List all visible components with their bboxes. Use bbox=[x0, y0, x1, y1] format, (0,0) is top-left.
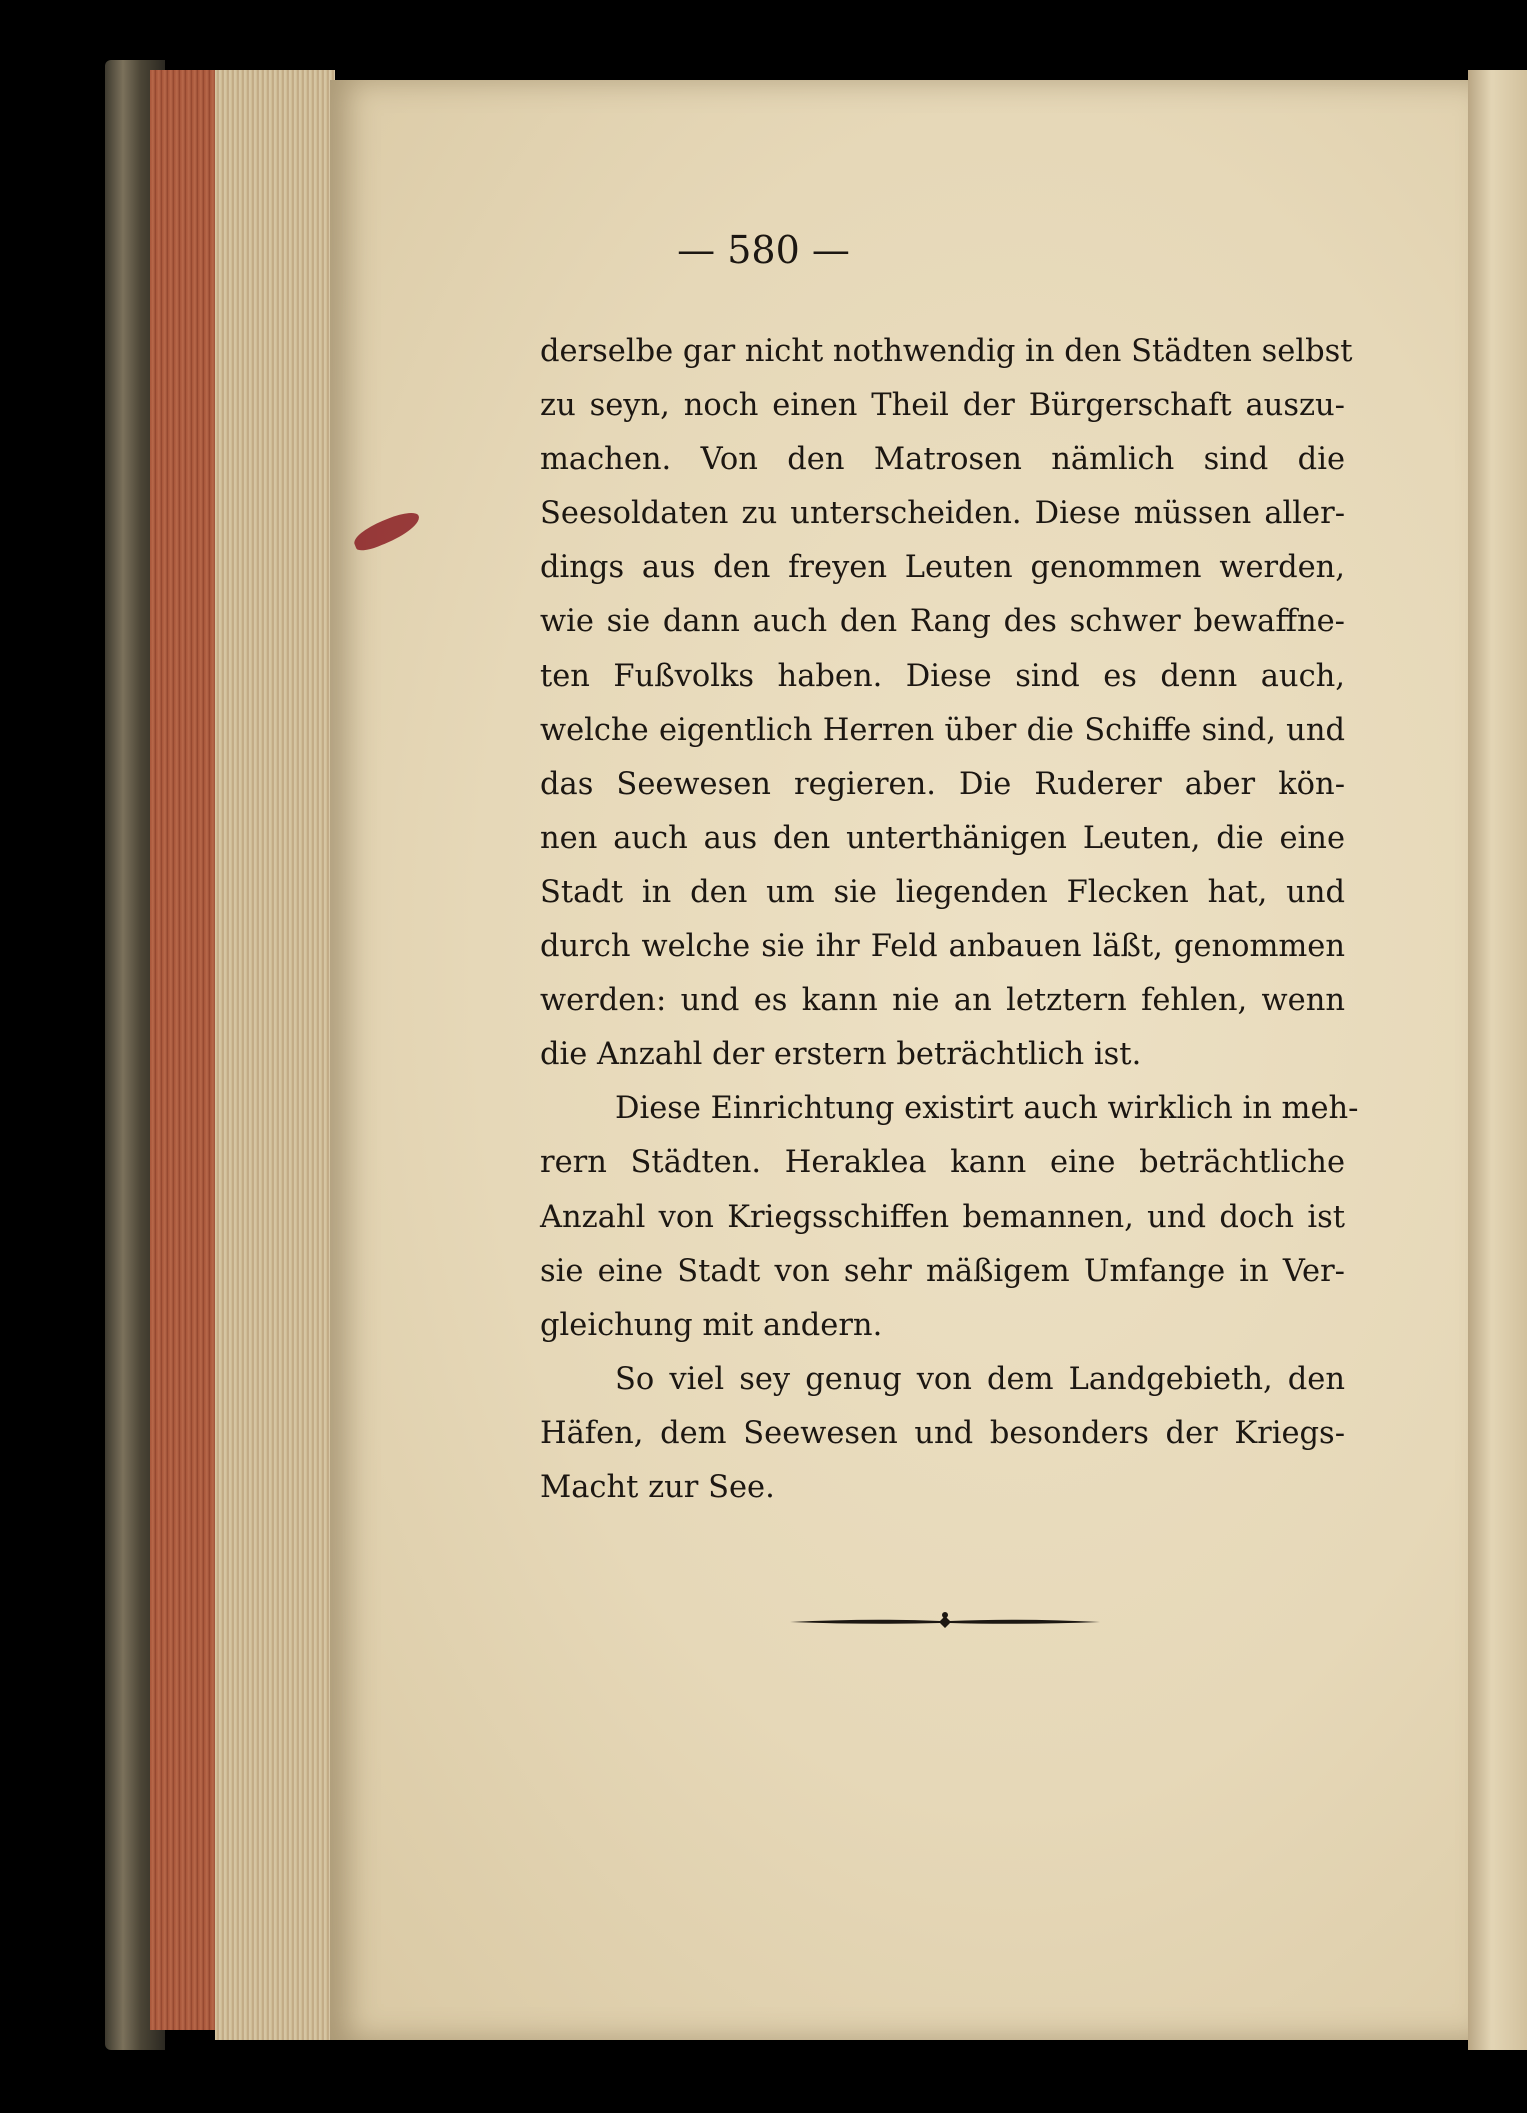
text-line: ten Fußvolks haben. Diese sind es denn auch, bbox=[540, 658, 1345, 694]
text-line: Häfen, dem Seewesen und besonders der Kriegs- bbox=[540, 1415, 1345, 1451]
paragraph bbox=[540, 1082, 1359, 1352]
text-line: zu seyn, noch einen Theil der Bürgerschaft auszu- bbox=[540, 388, 1345, 424]
text-line: die Anzahl der erstern beträchtlich ist. bbox=[540, 1037, 1142, 1073]
text-line: werden: und es kann nie an letztern fehlen, wenn bbox=[540, 983, 1345, 1019]
text-line: rern Städten. Heraklea kann eine beträchtliche bbox=[540, 1145, 1345, 1181]
body-text bbox=[540, 325, 1359, 1515]
red-page-edges bbox=[150, 70, 220, 2030]
paragraph bbox=[540, 325, 1353, 1082]
text-line: wie sie dann auch den Rang des schwer bewaffne- bbox=[540, 604, 1345, 640]
text-line: Macht zur See. bbox=[540, 1469, 775, 1505]
text-line: welche eigentlich Herren über die Schiffe sind, und bbox=[540, 712, 1345, 748]
text-line: nen auch aus den unterthänigen Leuten, die eine bbox=[540, 820, 1345, 856]
text-line: derselbe gar nicht nothwendig in den Städten selbst bbox=[540, 334, 1353, 369]
text-line: Diese Einrichtung existirt auch wirklich in meh- bbox=[615, 1091, 1359, 1127]
text-line: So viel sey genug von dem Landgebieth, den bbox=[615, 1361, 1345, 1397]
page-number bbox=[0, 228, 1527, 272]
text-line: dings aus den freyen Leuten genommen werden, bbox=[540, 550, 1345, 586]
paragraph bbox=[540, 1353, 1345, 1515]
text-line: Seesoldaten zu unterscheiden. Diese müssen aller- bbox=[540, 496, 1345, 532]
text-line: sie eine Stadt von sehr mäßigem Umfange in Ver- bbox=[540, 1253, 1345, 1289]
text-line: machen. Von den Matrosen nämlich sind die bbox=[540, 442, 1345, 478]
text-line: gleichung mit andern. bbox=[540, 1307, 883, 1343]
text-line: Anzahl von Kriegsschiffen bemannen, und doch ist bbox=[540, 1199, 1345, 1235]
text-line: Stadt in den um sie liegenden Flecken hat, und bbox=[540, 874, 1345, 910]
page-number-text: — 580 — bbox=[677, 228, 850, 272]
page-stack-edges bbox=[215, 70, 335, 2040]
text-line: durch welche sie ihr Feld anbauen läßt, genommen bbox=[540, 929, 1345, 965]
text-line: das Seewesen regieren. Die Ruderer aber kön- bbox=[540, 766, 1345, 802]
facing-page-edge bbox=[1468, 70, 1527, 2050]
ornamental-rule-icon bbox=[790, 1612, 1100, 1632]
